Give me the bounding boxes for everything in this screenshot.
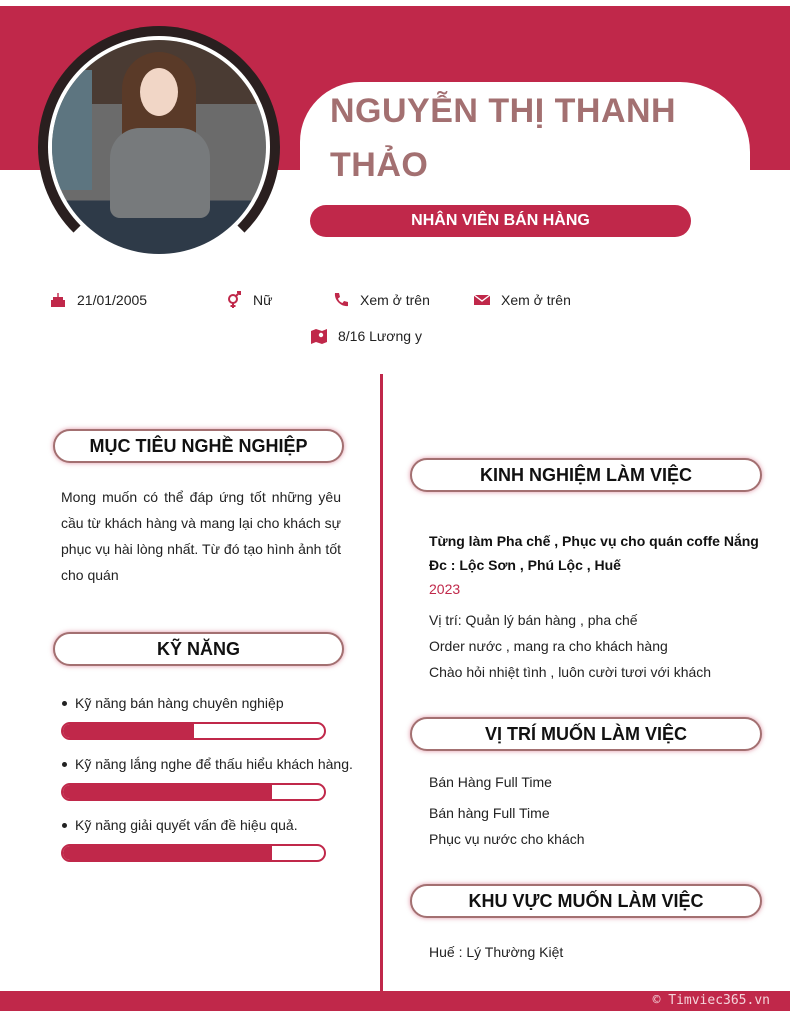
- desired-position-item: Bán hàng Full Time: [429, 805, 550, 821]
- skill-bar: [61, 844, 326, 862]
- experience-address: Đc : Lộc Sơn , Phú Lộc , Huế: [429, 557, 621, 573]
- bullet-icon: [62, 701, 67, 706]
- gender-icon: [225, 291, 243, 309]
- gender-text: Nữ: [253, 292, 273, 308]
- phone-icon: [332, 291, 350, 309]
- candidate-name: NGUYỄN THỊ THANH THẢO: [330, 92, 677, 184]
- objective-text: Mong muốn có thể đáp ứng tốt những yêu cầu từ khách hàng và mang lại cho khách sự phục vụ hài lòng nhất. Từ đó tạo hình ảnh tốt cho quán: [61, 489, 341, 583]
- experience-year: 2023: [429, 581, 461, 597]
- birthday-text: 21/01/2005: [77, 292, 148, 308]
- desired-position-heading: VỊ TRÍ MUỐN LÀM VIỆC: [410, 717, 762, 751]
- email-text: Xem ở trên: [501, 292, 571, 308]
- address-text: 8/16 Lương y: [338, 328, 422, 344]
- skill-bar-fill: [63, 785, 272, 799]
- map-icon: [310, 327, 328, 345]
- desired-area-text: Huế : Lý Thường Kiệt: [429, 944, 564, 960]
- skill-bar: [61, 722, 326, 740]
- skill-item: [62, 817, 298, 833]
- bullet-icon: [62, 823, 67, 828]
- birthday-info: [49, 290, 147, 310]
- experience-heading: KINH NGHIỆM LÀM VIỆC: [410, 458, 762, 492]
- desired-area-heading: KHU VỰC MUỐN LÀM VIỆC: [410, 884, 762, 918]
- skill-label: Kỹ năng lắng nghe để thấu hiểu khách hàng.: [75, 756, 353, 772]
- skill-item: [62, 756, 353, 772]
- objective-heading: MỤC TIÊU NGHỀ NGHIỆP: [53, 429, 344, 463]
- gender-info: [225, 290, 272, 310]
- phone-text: Xem ở trên: [360, 292, 430, 308]
- desired-position-item: Phục vụ nước cho khách: [429, 831, 585, 847]
- mail-icon: [473, 291, 491, 309]
- skill-label: Kỹ năng giải quyết vấn đề hiệu quả.: [75, 817, 298, 833]
- avatar: [52, 40, 266, 254]
- skill-bar-fill: [63, 724, 194, 738]
- phone-info: [332, 290, 430, 310]
- skills-heading: KỸ NĂNG: [53, 632, 344, 666]
- footer-band: [0, 991, 790, 1011]
- experience-company: Từng làm Pha chế , Phục vụ cho quán coffe Nắng: [429, 533, 759, 549]
- column-divider: [380, 374, 383, 992]
- skill-item: [62, 695, 284, 711]
- email-info: [473, 290, 571, 310]
- job-title-badge: NHÂN VIÊN BÁN HÀNG: [310, 205, 691, 237]
- experience-detail: Order nước , mang ra cho khách hàng: [429, 638, 668, 654]
- address-info: [310, 326, 422, 346]
- skill-label: Kỹ năng bán hàng chuyên nghiệp: [75, 695, 284, 711]
- skill-bar-fill: [63, 846, 272, 860]
- footer-copyright[interactable]: © Timviec365.vn: [652, 993, 770, 1008]
- desired-position-item: Bán Hàng Full Time: [429, 774, 552, 790]
- bullet-icon: [62, 762, 67, 767]
- experience-detail: Chào hỏi nhiệt tình , luôn cười tươi với khách: [429, 664, 712, 680]
- experience-detail: Vị trí: Quản lý bán hàng , pha chế: [429, 612, 638, 628]
- cake-icon: [49, 291, 67, 309]
- skill-bar: [61, 783, 326, 801]
